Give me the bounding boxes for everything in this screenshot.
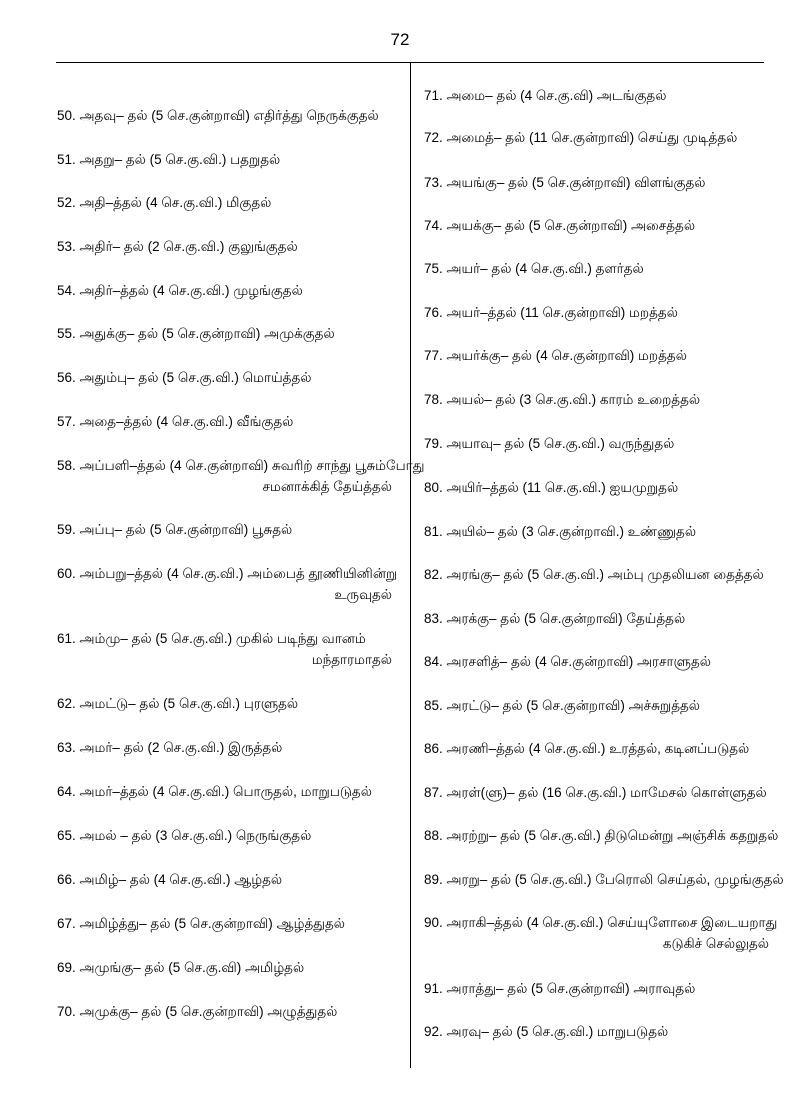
list-item: 71. அமை– தல் (4 செ.கு.வி) அடங்குதல் bbox=[424, 88, 667, 103]
list-item: 85. அரட்டு– தல் (5 செ.குன்றாவி) அச்சுறுத்தல் bbox=[424, 698, 701, 713]
list-item: 70. அமுக்கு– தல் (5 செ.குன்றாவி) அழுத்துதல் bbox=[57, 1004, 338, 1019]
list-item: 73. அயங்கு– தல் (5 செ.குன்றாவி) விளங்குதல் bbox=[424, 175, 706, 190]
list-item: 83. அரக்கு– தல் (5 செ.குன்றாவி) தேய்த்தல் bbox=[424, 611, 686, 626]
list-item: 63. அமர்– தல் (2 செ.கு.வி.) இருத்தல் bbox=[57, 740, 283, 755]
list-item: 67. அமிழ்த்து– தல் (5 செ.குன்றாவி) ஆழ்த்துதல் bbox=[57, 916, 345, 931]
list-item: 54. அதிர்–த்தல் (4 செ.கு.வி.) முழங்குதல் bbox=[57, 283, 303, 298]
list-item: 53. அதிர்– தல் (2 செ.கு.வி.) குலுங்குதல் bbox=[57, 239, 298, 254]
list-item: 76. அயர்–த்தல் (11 செ.குன்றாவி) மறத்தல் bbox=[424, 305, 678, 320]
page-number: 72 bbox=[390, 30, 410, 49]
list-item: 74. அயக்கு– தல் (5 செ.குன்றாவி) அசைத்தல் bbox=[424, 218, 696, 233]
list-item: 52. அதி–த்தல் (4 செ.கு.வி.) மிகுதல் bbox=[57, 195, 272, 210]
list-item: 66. அமிழ்– தல் (4 செ.கு.வி.) ஆழ்தல் bbox=[57, 872, 283, 887]
list-item: 62. அமட்டு– தல் (5 செ.கு.வி.) புரளுதல் bbox=[57, 696, 299, 711]
list-item: 84. அரசளித்– தல் (4 செ.குன்றாவி) அரசாளுதல் bbox=[424, 654, 711, 669]
list-item: 81. அயில்– தல் (3 செ.குன்றாவி.) உண்ணுதல் bbox=[424, 524, 697, 539]
list-item: 89. அரறு– தல் (5 செ.கு.வி.) பேரொலி செய்தல், முழங்குதல் bbox=[424, 872, 784, 887]
list-item: 87. அரள்(ளு)– தல் (16 செ.கு.வி.) மாமேசல் கொள்ளுதல் bbox=[424, 785, 767, 800]
list-item: 59. அப்பு– தல் (5 செ.குன்றாவி) பூசுதல் bbox=[57, 522, 293, 537]
column-divider bbox=[410, 63, 411, 1068]
list-item: 75. அயர்– தல் (4 செ.கு.வி.) தளர்தல் bbox=[424, 261, 644, 276]
list-item: 55. அதுக்கு– தல் (5 செ.குன்றாவி) அமுக்குதல் bbox=[57, 326, 335, 341]
list-item: 78. அயல்– தல் (3 செ.கு.வி.) காரம் உறைத்தல் bbox=[424, 392, 701, 407]
list-item: 69. அமுங்கு– தல் (5 செ.கு.வி) அமிழ்தல் bbox=[57, 960, 305, 975]
list-item: 60. அம்பறு–த்தல் (4 செ.கு.வி.) அம்பைத் தூணியினின்று உருவுதல் bbox=[57, 566, 398, 602]
list-item: 56. அதும்பு– தல் (5 செ.கு.வி.) மொய்த்தல் bbox=[57, 370, 312, 385]
list-item: 64. அமர்–த்தல் (4 செ.கு.வி.) பொருதல், மாறுபடுதல் bbox=[57, 784, 372, 799]
list-item: 82. அரங்கு– தல் (5 செ.கு.வி.) அம்பு முதலியன தைத்தல் bbox=[424, 567, 764, 582]
list-item: 91. அராத்து– தல் (5 செ.குன்றாவி) அராவுதல் bbox=[424, 981, 696, 996]
list-item: 65. அமல் – தல் (3 செ.கு.வி.) நெருங்குதல் bbox=[57, 828, 312, 843]
list-item: 86. அரணி–த்தல் (4 செ.கு.வி.) உரத்தல், கடினப்படுதல் bbox=[424, 741, 750, 756]
list-item: 58. அப்பளி–த்தல் (4 செ.குன்றாவி) சுவரிற் சாந்து பூசும்போது சமனாக்கித் தேய்த்தல் bbox=[57, 458, 425, 494]
list-item: 88. அரற்று– தல் (5 செ.கு.வி.) திடுமென்று அஞ்சிக் கதறுதல் bbox=[424, 828, 779, 843]
list-item: 90. அராகி–த்தல் (4 செ.கு.வி.) செய்யுளோசை இடையறாது கடுகிச் செல்லுதல் bbox=[424, 915, 778, 951]
list-item: 61. அம்மு– தல் (5 செ.கு.வி.) முகில் படிந்து வானம் மந்தாரமாதல் bbox=[57, 631, 392, 667]
list-item: 72. அமைத்– தல் (11 செ.குன்றாவி) செய்து முடித்தல் bbox=[424, 130, 738, 145]
list-item: 92. அரவு– தல் (5 செ.கு.வி.) மாறுபடுதல் bbox=[424, 1024, 669, 1039]
list-item: 57. அதை–த்தல் (4 செ.கு.வி.) வீங்குதல் bbox=[57, 414, 294, 429]
list-item: 80. அயிர்–த்தல் (11 செ.கு.வி.) ஐயமுறுதல் bbox=[424, 480, 679, 495]
list-item: 79. அயாவு– தல் (5 செ.கு.வி.) வருந்துதல் bbox=[424, 436, 675, 451]
list-item: 51. அதறு– தல் (5 செ.கு.வி.) பதறுதல் bbox=[57, 152, 281, 167]
list-item: 77. அயர்க்கு– தல் (4 செ.குன்றாவி) மறத்தல் bbox=[424, 348, 687, 363]
list-item: 50. அதவு– தல் (5 செ.குன்றாவி) எதிர்த்து நெருக்குதல் bbox=[57, 108, 379, 123]
